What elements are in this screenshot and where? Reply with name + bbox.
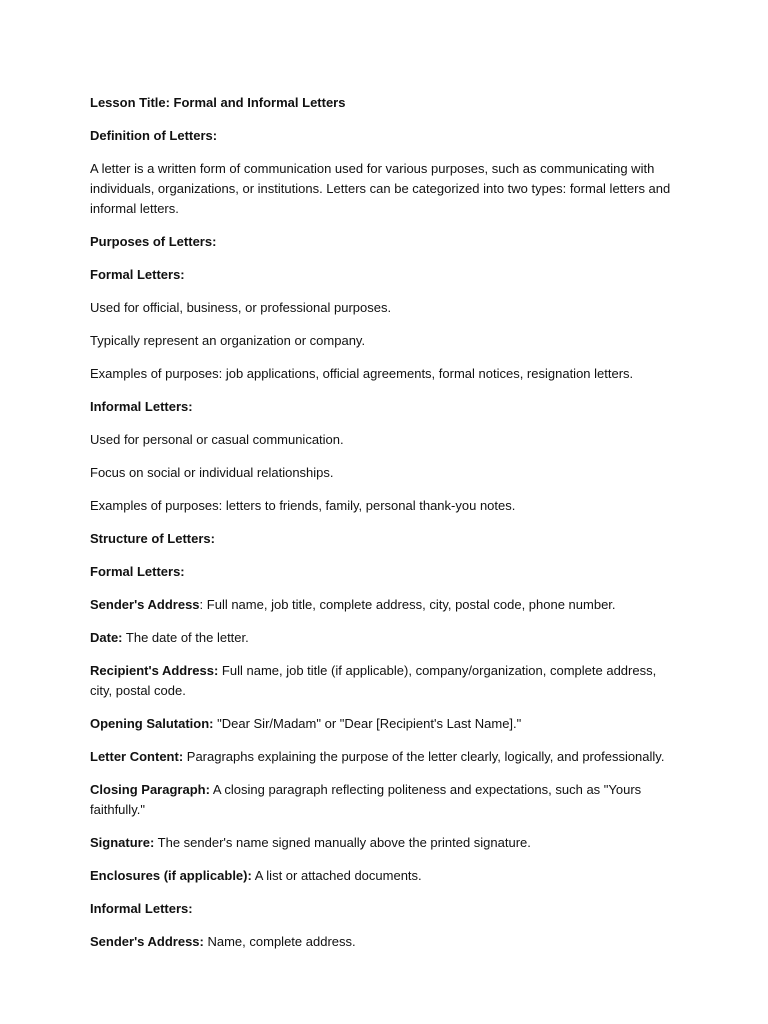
structure-formal-item <box>90 595 680 615</box>
structure-heading: Structure of Letters: <box>90 531 215 546</box>
item-text: A closing paragraph reflecting politeness and expectations, such as "Yours faithfully." <box>90 782 642 817</box>
item-label: Enclosures (if applicable): <box>90 868 252 883</box>
structure-formal-heading: Formal Letters: <box>90 564 185 579</box>
item-text: "Dear Sir/Madam" or "Dear [Recipient's Last Name]." <box>213 716 522 731</box>
document-page <box>90 93 680 965</box>
item-text: Paragraphs explaining the purpose of the letter clearly, logically, and professionally. <box>183 749 665 764</box>
structure-formal-item <box>90 628 680 648</box>
item-text: Name, complete address. <box>203 934 356 949</box>
purposes-formal-item: Examples of purposes: job applications, official agreements, formal notices, resignation letters. <box>90 366 634 381</box>
definition-heading: Definition of Letters: <box>90 128 218 143</box>
purposes-formal-item: Typically represent an organization or company. <box>90 333 366 348</box>
item-text: The sender's name signed manually above the printed signature. <box>154 835 531 850</box>
definition-text: A letter is a written form of communication used for various purposes, such as communicating with individuals, organizations, or institutions. Letters can be categorized into two types: formal letters and informal letters. <box>90 161 671 216</box>
purposes-informal-item: Used for personal or casual communication. <box>90 432 344 447</box>
item-text: Full name, job title (if applicable), company/organization, complete address, city, postal code. <box>90 663 657 698</box>
item-label: Sender's Address: <box>90 934 204 949</box>
item-label: Opening Salutation: <box>90 716 214 731</box>
item-label: Date: <box>90 630 123 645</box>
structure-formal-item <box>90 866 680 886</box>
purposes-heading: Purposes of Letters: <box>90 234 217 249</box>
item-label: Signature: <box>90 835 155 850</box>
structure-formal-item <box>90 661 680 701</box>
purposes-formal-item: Used for official, business, or professional purposes. <box>90 300 392 315</box>
purposes-formal-heading: Formal Letters: <box>90 267 185 282</box>
purposes-informal-heading: Informal Letters: <box>90 399 193 414</box>
structure-formal-item <box>90 780 680 820</box>
item-label: Sender's Address <box>90 597 200 612</box>
structure-informal-item <box>90 932 680 952</box>
item-text: : Full name, job title, complete address, city, postal code, phone number. <box>199 597 616 612</box>
structure-formal-item <box>90 833 680 853</box>
lesson-title: Lesson Title: Formal and Informal Letters <box>90 95 346 110</box>
item-label: Closing Paragraph: <box>90 782 210 797</box>
item-text: The date of the letter. <box>122 630 249 645</box>
purposes-informal-item: Examples of purposes: letters to friends, family, personal thank-you notes. <box>90 498 516 513</box>
structure-informal-heading: Informal Letters: <box>90 901 193 916</box>
purposes-informal-item: Focus on social or individual relationships. <box>90 465 334 480</box>
structure-formal-item <box>90 747 680 767</box>
item-label: Recipient's Address: <box>90 663 219 678</box>
item-label: Letter Content: <box>90 749 184 764</box>
item-text: A list or attached documents. <box>251 868 422 883</box>
structure-formal-item <box>90 714 680 734</box>
